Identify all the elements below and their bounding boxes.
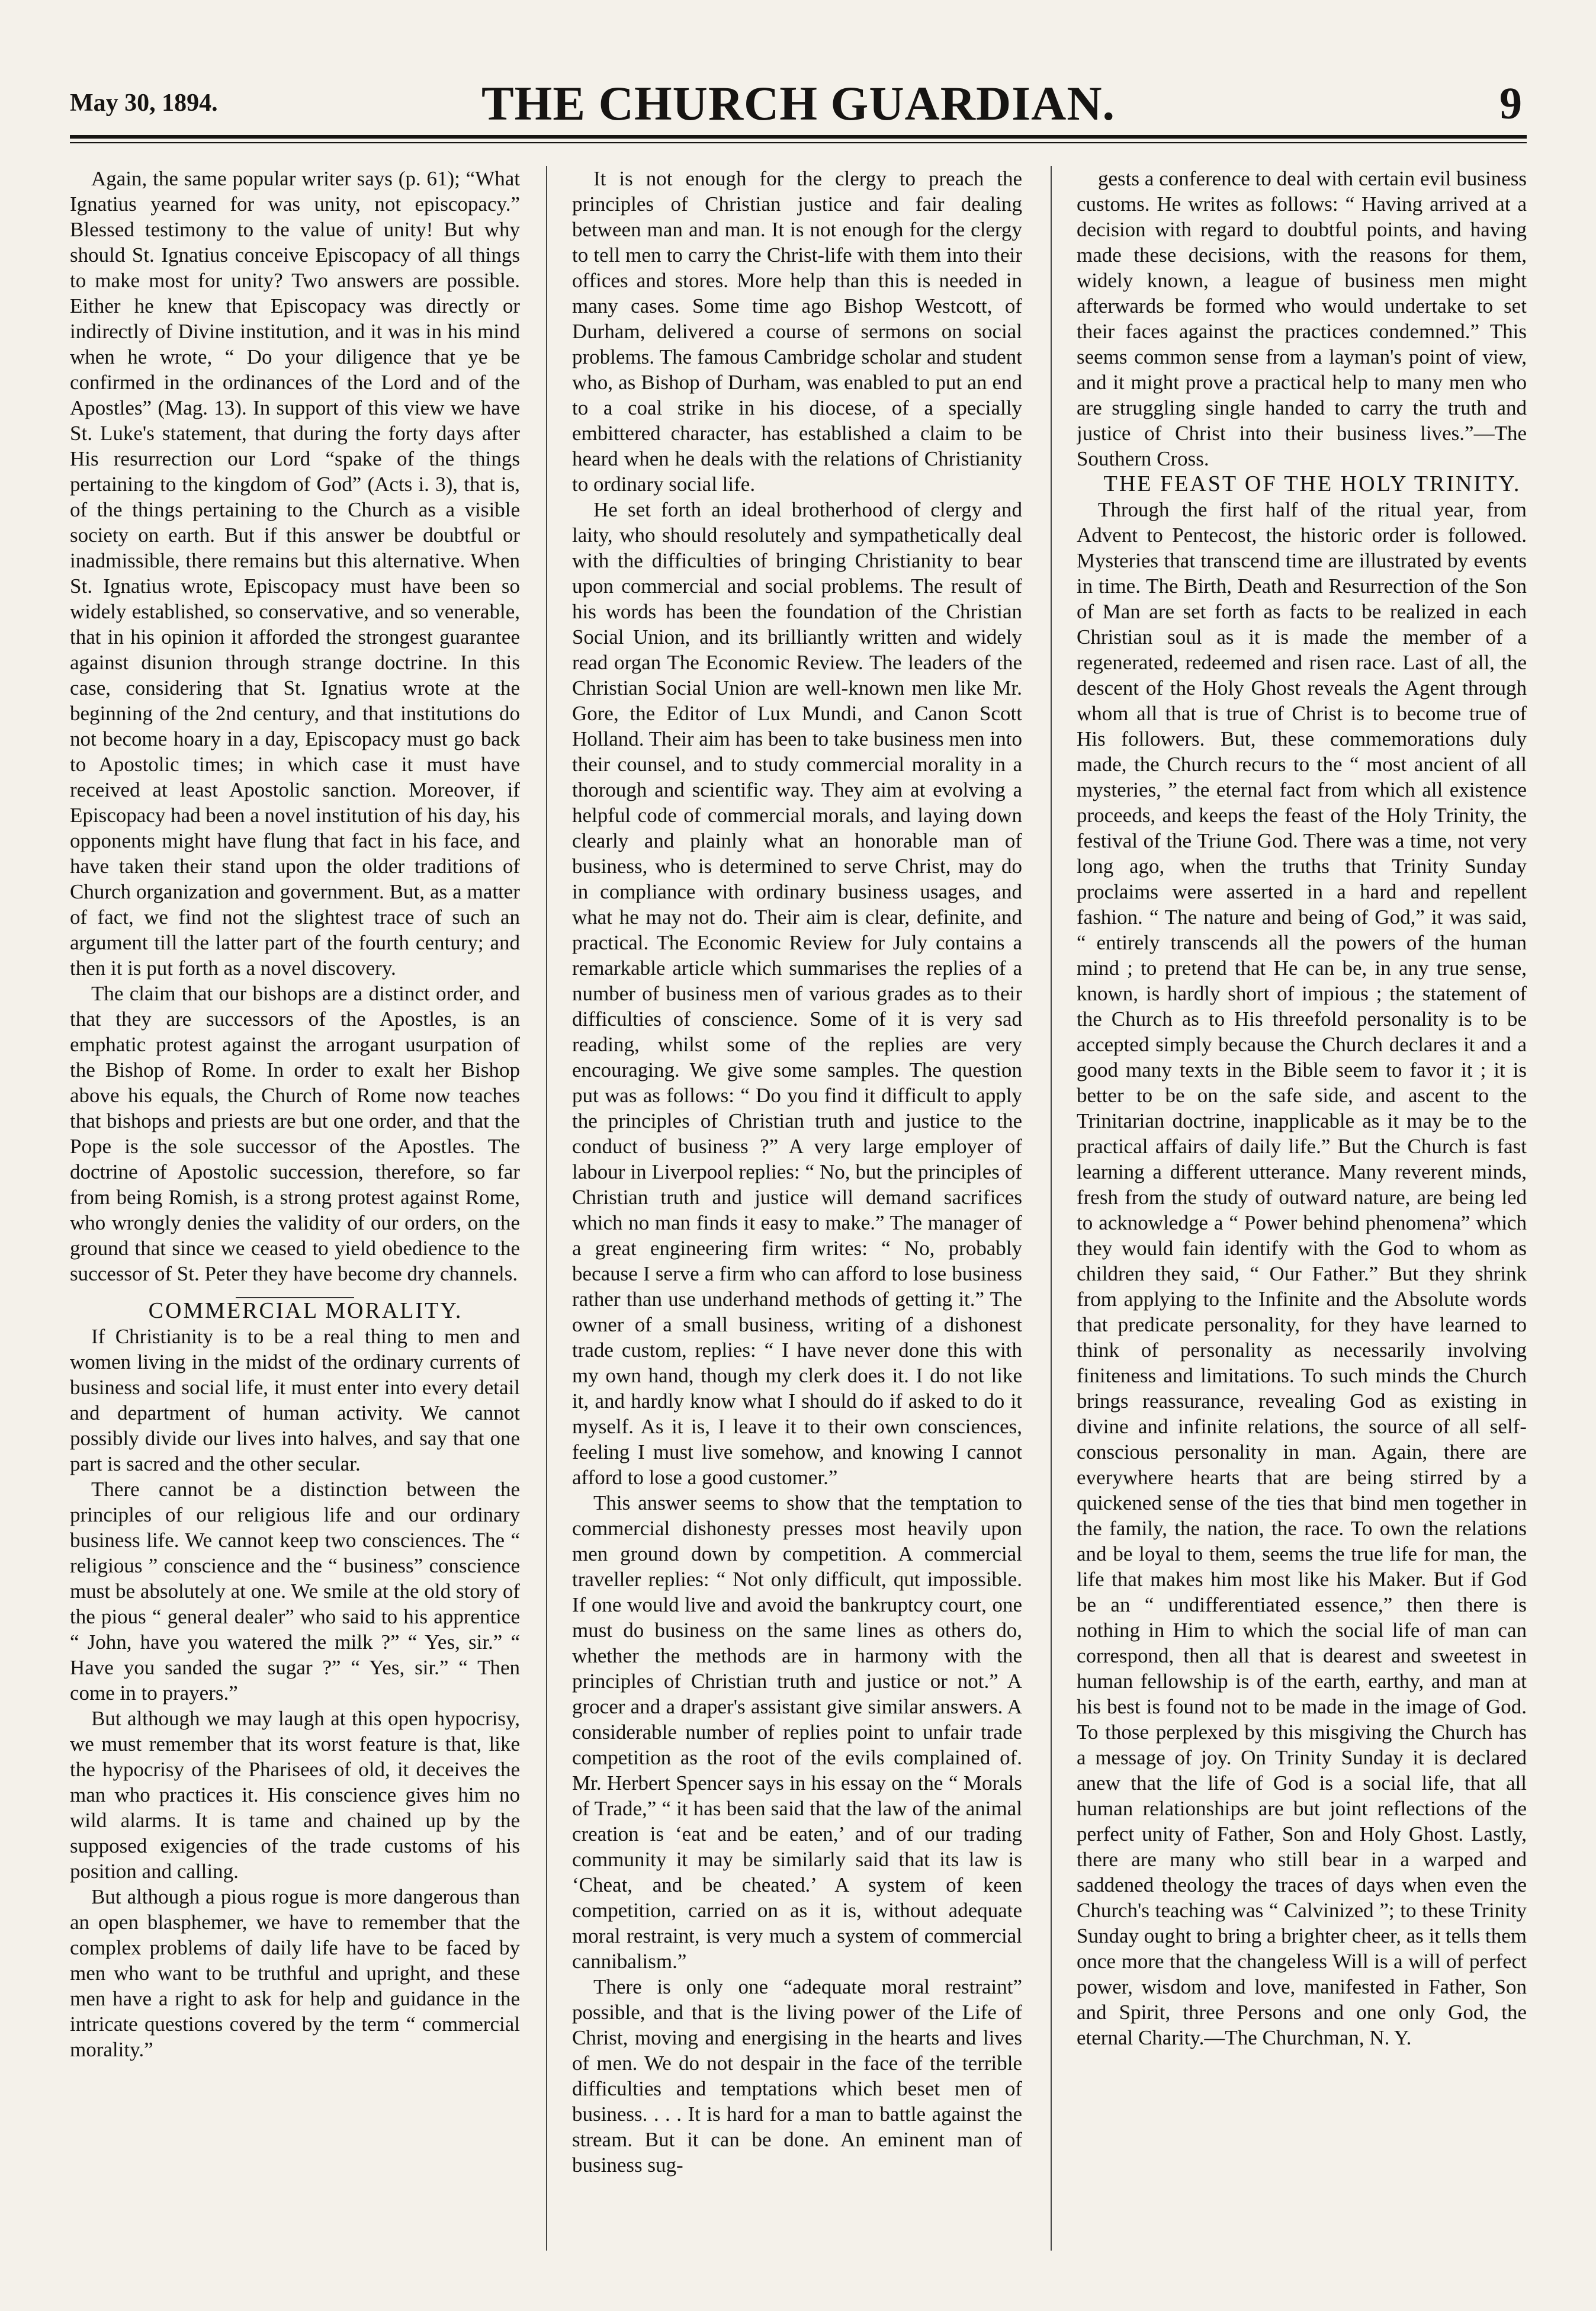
issue-date: May 30, 1894.	[70, 89, 218, 117]
masthead	[70, 71, 1527, 136]
article-paragraph: There is only one “adequate moral restraint” possible, and that is the living power of the Life of Christ, moving and energising in the hearts and lives of men. We do not despair in the face of the terrible difficulties and temptations which beset men of business. . . . It is hard for a man to battle against the stream. But it can be done. An eminent man of business sug-	[572, 1975, 1022, 2177]
article-heading-holy-trinity: THE FEAST OF THE HOLY TRINITY.	[1103, 471, 1521, 496]
column-3	[1077, 166, 1527, 2262]
column-1	[70, 166, 520, 2262]
article-paragraph: Again, the same popular writer says (p. 61); “What Ignatius yearned for was unity, not episcopacy.” Blessed testimony to the value of unity! But why should St. Ignatius conceive Episcopacy of all things to make most for unity? Two answers are possible. Either he knew that Episcopacy was directly or indirectly of Divine institution, and it was in his mind when he wrote, “ Do your diligence that ye be confirmed in the ordinances of the Lord and of the Apostles” (Mag. 13). In support of this view we have St. Luke's statement, that during the forty days after His resurrection our Lord “spake of the things pertaining to the kingdom of God” (Acts i. 3), that is, of the things pertaining to the Church as a visible society on earth. But if this answer be doubtful or inadmissible, there remains but this alternative. When St. Ignatius wrote, Episcopacy must have been so widely established, so conservative, and so venerable, that in his opinion it afforded the strongest guarantee against disunion through strange doctrine. In this case, considering that St. Ignatius wrote at the beginning of the 2nd century, and that institutions do not become hoary in a day, Episcopacy must go back to Apostolic times; in which case it must have received at least Apostolic sanction. Moreover, if Episcopacy had been a novel institution of his day, his opponents might have flung that fact in his face, and have taken their stand upon the older traditions of Church organization and government. But, as a matter of fact, we find not the slightest trace of such an argument till the latter part of the fourth century; and then it is put forth as a novel discovery.	[70, 167, 520, 980]
masthead-rule-thin	[70, 142, 1527, 143]
article-paragraph: But although a pious rogue is more dangerous than an open blasphemer, we have to remember that the complex problems of daily life have to be faced by men who want to be truthful and upright, and these men have a right to ask for help and guidance in the intricate questions covered by the term “ commercial morality.”	[70, 1885, 520, 2061]
article-paragraph: The claim that our bishops are a distinct order, and that they are successors of the Apostles, is an emphatic protest against the arrogant usurpation of the Bishop of Rome. In order to exalt her Bishop above his equals, the Church of Rome now teaches that bishops and priests are but one order, and that the Pope is the sole successor of the Apostles. The doctrine of Apostolic succession, therefore, so far from being Romish, is a strong protest against Rome, who wrongly denies the validity of our orders, on the ground that since we ceased to yield obedience to the successor of St. Peter they have become dry channels.	[70, 982, 520, 1285]
column-2	[572, 166, 1022, 2262]
article-paragraph: gests a conference to deal with certain evil business customs. He writes as follows: “ Having arrived at a decision with regard to doubtful points, and having made these decisions, with the reasons for them, widely known, a league of business men might afterwards be formed who would undertake to set their faces against the practices condemned.” This seems common sense from a layman's point of view, and it might prove a practical help to many men who are struggling single handed to carry the truth and justice of Christ into their business lives.”—The Southern Cross.	[1077, 167, 1527, 470]
article-paragraph: Through the first half of the ritual year, from Advent to Pentecost, the historic order is followed. Mysteries that transcend time are illustrated by events in time. The Birth, Death and Resurrection of the Son of Man are set forth as facts to be realized in each Christian soul as it is made the member of a regenerated, redeemed and risen race. Last of all, the descent of the Holy Ghost reveals the Agent through whom all that is true of Christ is to become true of His followers. But, these commemorations duly made, the Church recurs to the “ most ancient of all mysteries, ” the eternal fact from which all existence proceeds, and keeps the feast of the Holy Trinity, the festival of the Triune God. There was a time, not very long ago, when the truths that Trinity Sunday proclaims were asserted in a hard and repellent fashion. “ The nature and being of God,” it was said, “ entirely transcends all the powers of the human mind ; to pretend that He can be, in any true sense, known, is hardly short of impious ; the statement of the Church as to His threefold personality is to be accepted simply because the Church declares it and a good many texts in the Bible seem to favor it ; it is better to be on the safe side, and ascent to the Trinitarian doctrine, inapplicable as it may be to the practical affairs of daily life.” But the Church is fast learning a different utterance. Many reverent minds, fresh from the study of outward nature, are being led to acknowledge a “ Power behind phenomena” which they would fain identify with the God to whom as children they said, “ Our Father.” But they shrink from applying to the Infinite and the Absolute words that predicate personality, for they have learned to think of personality as necessarily involving finiteness and limitations. To such minds the Church brings reassurance, revealing God as existing in divine and infinite relations, the source of all self-conscious personality in man. Again, there are everywhere hearts that are being stirred by a quickened sense of the ties that bind men together in the family, the nation, the race. To own the relations and be loyal to them, seems the true life for man, the life that makes him most like his Maker. But if God be an “ undifferentiated essence,” then there is nothing in Him to which the social life of man can correspond, then all that is dearest and sweetest in human fellowship is of the earth, earthy, and man at his best is found not to be made in the image of God. To those perplexed by this misgiving the Church has a message of joy. On Trinity Sunday it is declared anew that the life of God is a social life, that all human relationships are but joint reflections of the perfect unity of Father, Son and Holy Ghost. Lastly, there are many who still bear in a warped and saddened theology the traces of days when even the Church's teaching was “ Calvinized ”; to these Trinity Sunday ought to bring a brighter cheer, as it tells them once more that the changeless Will is a will of perfect power, wisdom and love, manifested in Father, Son and Spirit, three Persons and one only God, the eternal Charity.—The Churchman, N. Y.	[1077, 498, 1527, 2049]
article-heading-commercial-morality: COMMERCIAL MORALITY.	[148, 1298, 463, 1323]
newspaper-title: THE CHURCH GUARDIAN.	[481, 76, 1116, 130]
column-divider	[546, 166, 547, 2251]
article-paragraph: This answer seems to show that the temptation to commercial dishonesty presses most heavily upon men ground down by competition. A commercial traveller replies: “ Not only difficult, qut impossible. If one would live and avoid the bankruptcy court, one must do business on the same lines as others do, whether the methods are in harmony with the principles of Christian truth and justice or not.” A grocer and a draper's assistant give similar answers. A considerable number of replies point to unfair trade competition as the root of the evils complained of. Mr. Herbert Spencer says in his essay on the “ Morals of Trade,” “ it has been said that the law of the animal creation is ‘eat and be eaten,’ and of our trading community it may be similarly said that its law is ‘Cheat, and be cheated.’ A system of keen competition, carried on as it is, without adequate moral restraint, is very much a system of commercial cannibalism.”	[572, 1491, 1022, 1973]
article-paragraph: He set forth an ideal brotherhood of clergy and laity, who should resolutely and sympathetically deal with the difficulties of bringing Christianity to bear upon commercial and social problems. The result of his words has been the foundation of the Christian Social Union, and its brilliantly written and widely read organ The Economic Review. The leaders of the Christian Social Union are well-known men like Mr. Gore, the Editor of Lux Mundi, and Canon Scott Holland. Their aim has been to take business men into their counsel, and to study commercial morality in a thorough and scientific way. They aim at evolving a helpful code of commercial morals, and laying down clearly and plainly what an honorable man of business, who is determined to serve Christ, may do in compliance with ordinary business usages, and what he may not do. Their aim is clear, definite, and practical. The Economic Review for July contains a remarkable article which summarises the replies of a number of business men of various grades as to their difficulties of conscience. Some of it is very sad reading, whilst some of the replies are very encouraging. We give some samples. The question put was as follows: “ Do you find it difficult to apply the principles of Christian truth and justice to the conduct of business ?” A very large employer of labour in Liverpool replies: “ No, but the principles of Christian truth and justice will demand sacrifices which no man finds it easy to make.” The manager of a great engineering firm writes: “ No, probably because I serve a firm who can afford to lose business rather than use underhand methods of getting it.” The owner of a small business, writing of a dishonest trade custom, replies: “ I have never done this with my own hand, though my clerk does it. I do not like it, and hardly know what I should do if asked to do it myself. As it is, I leave it to their own consciences, feeling I must live somehow, and knowing I cannot afford to lose a good customer.”	[572, 498, 1022, 1489]
column-divider	[1051, 166, 1052, 2251]
page-number: 9	[1499, 79, 1522, 129]
article-paragraph: But although we may laugh at this open hypocrisy, we must remember that its worst feature is that, like the hypocrisy of the Pharisees of old, it deceives the man who practices it. His conscience gives him no wild alarms. It is tame and chained up by the supposed exigencies of the trade customs of his position and calling.	[70, 1707, 520, 1883]
article-paragraph: It is not enough for the clergy to preach the principles of Christian justice and fair dealing between man and man. It is not enough for the clergy to tell men to carry the Christ-life with them into their offices and stores. More help than this is needed in many cases. Some time ago Bishop Westcott, of Durham, delivered a course of sermons on social problems. The famous Cambridge scholar and student who, as Bishop of Durham, was enabled to put an end to a coal strike in his diocese, of a specially embittered character, has established a claim to be heard when he deals with the relations of Christianity to ordinary social life.	[572, 167, 1022, 496]
article-paragraph: There cannot be a distinction between the principles of our religious life and our ordinary business life. We cannot keep two consciences. The “ religious ” conscience and the “ business” conscience must be absolutely at one. We smile at the old story of the pious “ general dealer” who said to his apprentice “ John, have you watered the milk ?” “ Yes, sir.” “ Have you sanded the sugar ?” “ Yes, sir.” “ Then come in to prayers.”	[70, 1478, 520, 1705]
article-paragraph: If Christianity is to be a real thing to men and women living in the midst of the ordinary currents of business and social life, it must enter into every detail and department of human activity. We cannot possibly divide our lives into halves, and say that one part is sacred and the other secular.	[70, 1325, 520, 1475]
masthead-rule-thick	[70, 135, 1527, 139]
newspaper-page	[70, 71, 1527, 2262]
